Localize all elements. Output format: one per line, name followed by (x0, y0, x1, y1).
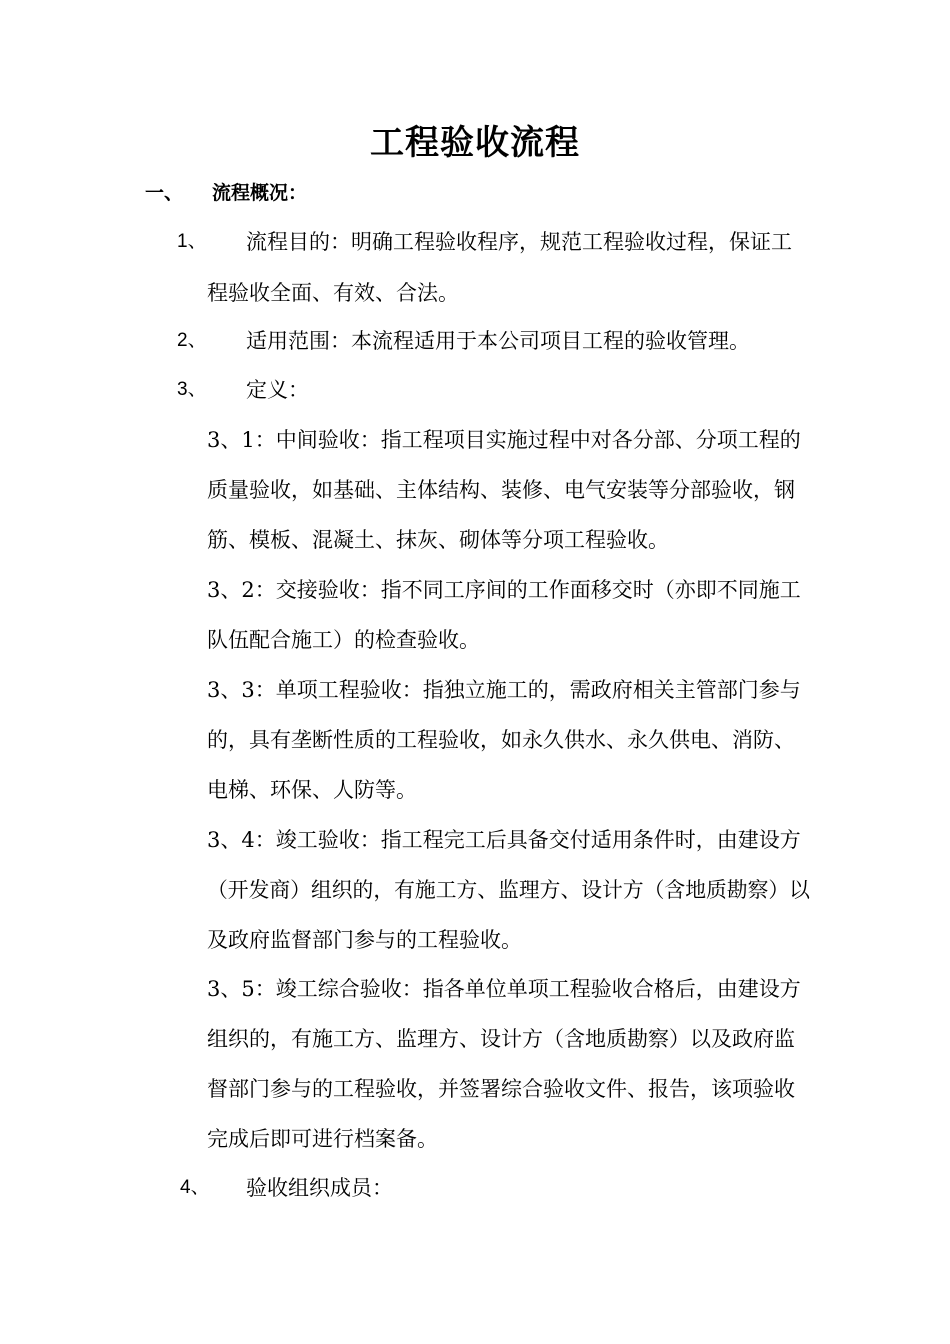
item-4-line-1: 验收组织成员： (246, 1176, 393, 1200)
definition-3-3-line-3: 电梯、环保、人防等。 (207, 778, 417, 802)
section-title: 流程概况： (212, 182, 308, 204)
item-2-line-1: 适用范围：本流程适用于本公司项目工程的验收管理。 (246, 329, 750, 353)
item-number-3: 3、 (177, 379, 207, 400)
definition-3-1-line-3: 筋、模板、混凝土、抹灰、砌体等分项工程验收。 (207, 528, 669, 552)
item-1-line-1: 流程目的：明确工程验收程序，规范工程验收过程，保证工 (246, 230, 792, 254)
definition-3-5-line-4: 完成后即可进行档案备。 (207, 1127, 438, 1151)
definition-3-5-line-2: 组织的，有施工方、监理方、设计方（含地质勘察）以及政府监 (207, 1027, 795, 1051)
item-number-4: 4、 (180, 1177, 210, 1198)
definition-3-1-line-1: 3、1：中间验收：指工程项目实施过程中对各分部、分项工程的 (207, 428, 801, 452)
item-number-2: 2、 (177, 330, 207, 351)
definition-3-1-line-2: 质量验收，如基础、主体结构、装修、电气安装等分部验收，钢 (207, 478, 795, 502)
item-number-1: 1、 (177, 231, 207, 252)
item-3-line-1: 定义： (246, 378, 309, 402)
definition-3-2-line-1: 3、2：交接验收：指不同工序间的工作面移交时（亦即不同施工 (207, 578, 801, 602)
definition-3-3-line-2: 的，具有垄断性质的工程验收，如永久供水、永久供电、消防、 (207, 728, 795, 752)
item-1-line-2: 程验收全面、有效、合法。 (207, 281, 459, 305)
definition-3-5-line-1: 3、5：竣工综合验收：指各单位单项工程验收合格后，由建设方 (207, 977, 801, 1001)
definition-3-2-line-2: 队伍配合施工）的检查验收。 (207, 628, 480, 652)
definition-3-4-line-2: （开发商）组织的，有施工方、监理方、设计方（含地质勘察）以 (207, 878, 810, 902)
document-title: 工程验收流程 (370, 123, 580, 163)
definition-3-4-line-1: 3、4：竣工验收：指工程完工后具备交付适用条件时，由建设方 (207, 828, 801, 852)
definition-3-3-line-1: 3、3：单项工程验收：指独立施工的，需政府相关主管部门参与 (207, 678, 801, 702)
definition-3-4-line-3: 及政府监督部门参与的工程验收。 (207, 928, 522, 952)
definition-3-5-line-3: 督部门参与的工程验收，并签署综合验收文件、报告，该项验收 (207, 1077, 795, 1101)
section-number: 一、 (145, 182, 184, 204)
